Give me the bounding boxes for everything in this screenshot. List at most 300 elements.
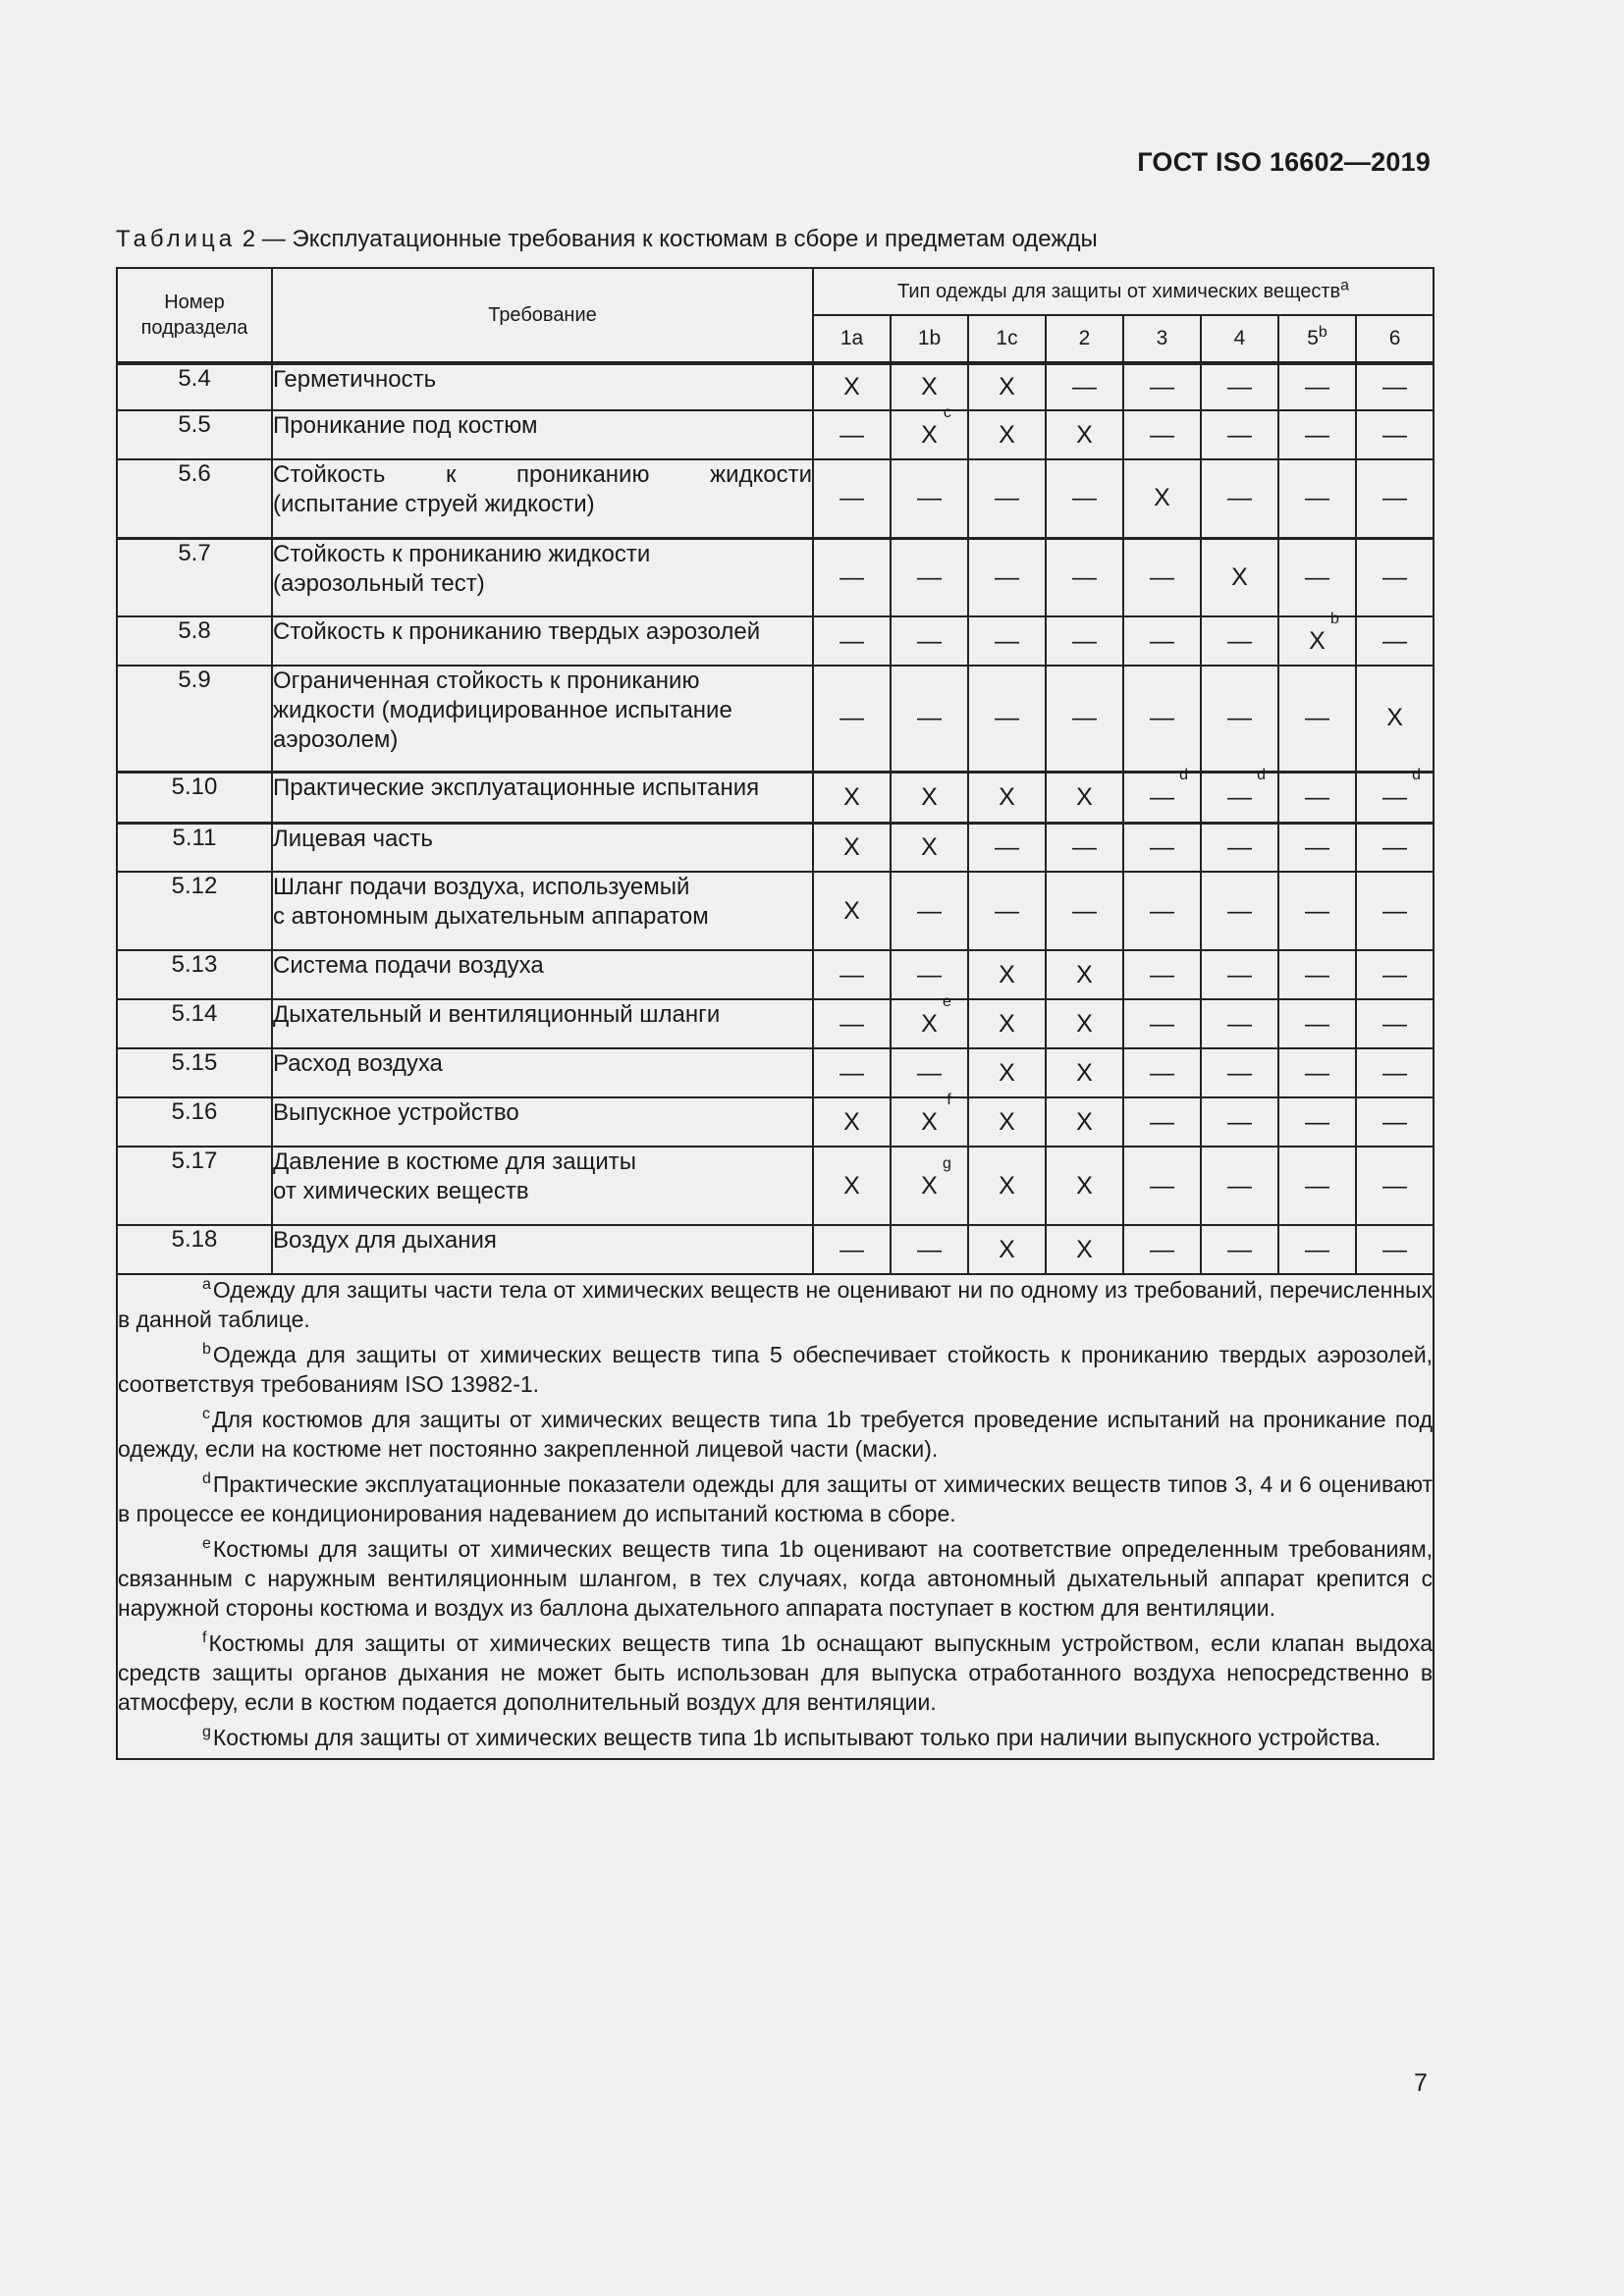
applicability-mark [839, 1059, 864, 1087]
applicability-cell [1046, 999, 1123, 1048]
applicability-cell [891, 1147, 968, 1225]
section-number: 5.4 [117, 363, 272, 410]
applicability-mark [1305, 897, 1329, 925]
applicability-cell [1123, 1225, 1201, 1274]
mark-value: — [917, 1235, 942, 1263]
applicability-mark [999, 373, 1015, 400]
applicability-mark [839, 704, 864, 731]
applicability-cell [1356, 823, 1434, 872]
mark-value: — [995, 704, 1019, 732]
mark-value: — [1227, 960, 1252, 988]
mark-value: — [1150, 1235, 1174, 1263]
mark-value: — [1150, 1107, 1174, 1136]
applicability-cell [813, 363, 891, 410]
applicability-cell [1278, 610, 1356, 666]
applicability-mark [1382, 1108, 1407, 1136]
applicability-mark [1382, 1236, 1407, 1263]
applicability-mark [1382, 897, 1407, 925]
header-type-3 [1046, 315, 1123, 363]
table-row [117, 872, 1434, 950]
mark-value: X [1231, 562, 1248, 591]
applicability-cell [1356, 459, 1434, 538]
mark-value: — [1305, 1171, 1329, 1200]
applicability-mark [1076, 1059, 1093, 1087]
requirement-text [272, 363, 813, 410]
applicability-mark [921, 833, 938, 861]
applicability-cell [1278, 1225, 1356, 1274]
page-number: 7 [1414, 2069, 1428, 2097]
applicability-cell [891, 459, 968, 538]
applicability-mark: — d [1382, 766, 1422, 811]
applicability-cell [1046, 1048, 1123, 1097]
applicability-cell [1278, 459, 1356, 538]
header-type-label: 4 [1233, 327, 1246, 349]
applicability-cell [891, 872, 968, 950]
applicability-cell [1046, 950, 1123, 999]
applicability-cell [1201, 1147, 1278, 1225]
table-row [117, 772, 1434, 823]
mark-value: — [1382, 1107, 1408, 1136]
applicability-mark [1150, 563, 1174, 591]
applicability-mark [995, 897, 1019, 925]
mark-value: X [1076, 1009, 1093, 1038]
applicability-cell [1356, 766, 1434, 823]
applicability-mark [995, 704, 1019, 731]
header-type-label: 1c [996, 327, 1018, 349]
requirement-line: Выпускное устройство [273, 1099, 519, 1126]
mark-value: — [1227, 704, 1252, 732]
applicability-mark [1382, 484, 1407, 511]
footnote-text: Костюмы для защиты от химических веществ типа 1b оценивают на соответствие определенным требованиям, связанным с наружным вентиляционным шлангом, в тех случаях, когда автономный дыхательный аппарат крепится с наружной стороны костюма и воздух из баллона дыхательного аппарата поступает в костюм для вентиляции. [118, 1536, 1434, 1621]
mark-value: X [1076, 782, 1093, 811]
applicability-cell [1046, 772, 1123, 823]
mark-value: — [1305, 782, 1329, 811]
applicability-mark [999, 961, 1015, 988]
applicability-cell [1046, 410, 1123, 459]
applicability-mark [1150, 961, 1174, 988]
applicability-cell [1356, 616, 1434, 666]
requirement-line: Лицевая часть [273, 825, 433, 852]
applicability-cell [1046, 459, 1123, 538]
mark-value: — [1305, 1107, 1329, 1136]
applicability-cell [1356, 666, 1434, 772]
mark-value: — [1150, 420, 1174, 449]
applicability-cell [1356, 538, 1434, 616]
applicability-cell [813, 823, 891, 872]
applicability-mark [1076, 1172, 1093, 1200]
mark-value: — [917, 896, 942, 925]
applicability-cell [891, 1091, 968, 1147]
footnote-text: Практические эксплуатационные показатели одежды для защиты от химических веществ типов 3, 4 и 6 оценивают в процессе ее кондиционирования надеванием до испытаний костюма в сборе. [118, 1471, 1434, 1526]
applicability-cell [1123, 410, 1201, 459]
header-type-2 [968, 315, 1046, 363]
header-type-1 [891, 315, 968, 363]
applicability-mark [1076, 783, 1093, 811]
mark-value: X [1309, 626, 1326, 655]
requirement-text [272, 538, 813, 616]
applicability-mark [917, 961, 942, 988]
applicability-mark [1227, 484, 1252, 511]
mark-value: — [917, 1058, 942, 1087]
mark-value: X [921, 1009, 938, 1038]
mark-value: X [1154, 484, 1170, 512]
applicability-mark [1382, 421, 1407, 449]
applicability-cell [891, 1225, 968, 1274]
applicability-cell [1356, 950, 1434, 999]
applicability-mark [843, 783, 860, 811]
applicability-mark: X g [921, 1154, 951, 1200]
applicability-cell [968, 538, 1046, 616]
section-number: 5.14 [117, 999, 272, 1048]
mark-value: X [843, 782, 860, 811]
requirement-line: аэрозолем) [273, 726, 399, 753]
mark-value: — [1072, 373, 1097, 400]
mark-value: — [1305, 1235, 1329, 1263]
applicability-mark [1150, 421, 1174, 449]
applicability-mark [1227, 1236, 1252, 1263]
mark-value: — [1227, 420, 1252, 449]
mark-value: — [839, 960, 864, 988]
mark-value: X [843, 1107, 860, 1136]
requirement-line: Стойкость к прониканию жидкости [273, 461, 812, 488]
footnote-g [118, 1723, 1433, 1752]
mark-value: — [839, 484, 864, 512]
applicability-mark [1382, 961, 1407, 988]
mark-value: X [1386, 704, 1403, 732]
applicability-mark [1305, 1236, 1329, 1263]
requirement-text [272, 1048, 813, 1097]
applicability-mark [1072, 484, 1097, 511]
requirement-line: Расход воздуха [273, 1050, 443, 1077]
header-clothing-types-label: Тип одежды для защиты от химических веществ [897, 280, 1341, 302]
applicability-cell [1278, 1097, 1356, 1147]
mark-value: — [1305, 1009, 1329, 1038]
footnote-a [118, 1275, 1433, 1334]
applicability-cell [1046, 1147, 1123, 1225]
requirement-line: с автономным дыхательным аппаратом [273, 903, 709, 930]
applicability-cell [1356, 1225, 1434, 1274]
header-type-4 [1123, 315, 1201, 363]
applicability-mark: X f [921, 1091, 951, 1136]
table-row [117, 410, 1434, 459]
mark-value: — [1305, 1058, 1329, 1087]
mark-value: — [1382, 1058, 1408, 1087]
applicability-cell [1046, 1097, 1123, 1147]
applicability-mark [1076, 1108, 1093, 1136]
table-row [117, 666, 1434, 772]
applicability-mark [999, 1236, 1015, 1263]
requirement-text [272, 823, 813, 872]
applicability-mark: X b [1309, 610, 1339, 655]
applicability-mark [843, 1172, 860, 1200]
mark-value: — [1150, 896, 1174, 925]
requirement-text [272, 616, 813, 666]
mark-value: X [843, 832, 860, 861]
applicability-cell [1356, 1147, 1434, 1225]
requirement-text [272, 666, 813, 772]
applicability-mark: X e [921, 992, 951, 1038]
applicability-mark [1382, 1010, 1407, 1038]
applicability-cell [1046, 823, 1123, 872]
applicability-cell [813, 1225, 891, 1274]
applicability-cell [1278, 823, 1356, 872]
applicability-cell [1201, 410, 1278, 459]
requirement-text [272, 872, 813, 950]
mark-value: — [1382, 373, 1408, 400]
applicability-mark [1382, 1172, 1407, 1200]
applicability-cell [1356, 1097, 1434, 1147]
applicability-mark [843, 897, 860, 925]
table-caption [116, 226, 1098, 253]
applicability-cell [1201, 363, 1278, 410]
mark-value: X [1076, 1171, 1093, 1200]
applicability-mark [1227, 833, 1252, 861]
applicability-mark [1227, 704, 1252, 731]
applicability-mark [843, 1108, 860, 1136]
table-row [117, 1097, 1434, 1147]
mark-value: — [1382, 420, 1408, 449]
notes-row [117, 1274, 1434, 1759]
applicability-cell [1123, 459, 1201, 538]
table-row [117, 999, 1434, 1048]
mark-value: — [1150, 1009, 1174, 1038]
mark-value: X [999, 373, 1015, 400]
applicability-cell [813, 459, 891, 538]
applicability-mark [1072, 833, 1097, 861]
applicability-cell [891, 992, 968, 1048]
mark-value: — [1227, 626, 1252, 655]
applicability-mark [1154, 484, 1170, 511]
mark-value: X [921, 1107, 938, 1136]
mark-value: — [1150, 1171, 1174, 1200]
mark-value: — [1305, 896, 1329, 925]
applicability-mark [1150, 833, 1174, 861]
footnote-c [118, 1405, 1433, 1464]
requirement-text [272, 459, 813, 538]
applicability-mark [1150, 897, 1174, 925]
mark-value: — [995, 484, 1019, 512]
applicability-cell [968, 1225, 1046, 1274]
mark-value: — [1382, 960, 1408, 988]
mark-value: X [843, 373, 860, 400]
mark-value: X [1076, 960, 1093, 988]
applicability-mark [1305, 961, 1329, 988]
applicability-cell [1201, 538, 1278, 616]
mark-value: — [1227, 1009, 1252, 1038]
applicability-mark [839, 1236, 864, 1263]
footnote-f [118, 1629, 1433, 1717]
applicability-mark [1382, 563, 1407, 591]
mark-value: — [917, 626, 942, 655]
footnote-d [118, 1469, 1433, 1528]
mark-value: — [995, 896, 1019, 925]
applicability-cell [1201, 823, 1278, 872]
requirement-line: Стойкость к прониканию твердых аэрозолей [273, 618, 761, 645]
header-type-0 [813, 315, 891, 363]
applicability-mark [1227, 1010, 1252, 1038]
applicability-cell [968, 1147, 1046, 1225]
header-type-label: 5 [1307, 327, 1319, 349]
header-type-label: 1a [839, 327, 864, 349]
requirement-line: Воздух для дыхания [273, 1227, 497, 1254]
applicability-mark [1305, 373, 1329, 400]
mark-value: — [839, 1058, 864, 1087]
caption-label: Таблица [116, 226, 237, 252]
applicability-mark [839, 627, 864, 655]
applicability-mark [1227, 1108, 1252, 1136]
applicability-mark [839, 563, 864, 591]
section-number: 5.7 [117, 538, 272, 616]
mark-value: — [1382, 1009, 1408, 1038]
caption-number: 2 [242, 226, 256, 252]
requirement-line: Практические эксплуатационные испытания [273, 774, 760, 801]
applicability-mark [917, 1059, 942, 1087]
applicability-mark [1072, 373, 1097, 400]
mark-value: — [1382, 896, 1408, 925]
applicability-mark [1150, 1108, 1174, 1136]
applicability-cell [813, 1097, 891, 1147]
footnote-e [118, 1534, 1433, 1623]
mark-value: — [1150, 562, 1174, 591]
table-row [117, 950, 1434, 999]
section-number: 5.18 [117, 1225, 272, 1274]
mark-value: — [1227, 1235, 1252, 1263]
applicability-mark [839, 484, 864, 511]
requirement-line: жидкости (модифицированное испытание [273, 697, 732, 723]
table-row [117, 363, 1434, 410]
mark-value: X [843, 1171, 860, 1200]
mark-value: X [999, 960, 1015, 988]
mark-value: — [917, 484, 942, 512]
applicability-cell [891, 538, 968, 616]
header-type-label: 1b [917, 327, 942, 349]
applicability-cell [968, 363, 1046, 410]
applicability-cell [1201, 459, 1278, 538]
footnote-mark: g [202, 1724, 211, 1741]
applicability-mark [921, 373, 938, 400]
applicability-mark [1150, 1172, 1174, 1200]
applicability-cell [813, 666, 891, 772]
applicability-cell [891, 616, 968, 666]
applicability-cell [968, 616, 1046, 666]
applicability-cell [813, 999, 891, 1048]
applicability-mark [1386, 704, 1403, 731]
applicability-cell [1123, 538, 1201, 616]
applicability-cell [891, 823, 968, 872]
table-row [117, 1048, 1434, 1097]
applicability-mark [1150, 373, 1174, 400]
applicability-mark [1231, 563, 1248, 591]
mark-value: — [1072, 562, 1097, 591]
applicability-cell [1201, 1225, 1278, 1274]
mark-value: — [1382, 484, 1408, 512]
applicability-cell [1201, 950, 1278, 999]
table-row [117, 459, 1434, 538]
applicability-cell [1356, 999, 1434, 1048]
section-number: 5.11 [117, 823, 272, 872]
section-number: 5.13 [117, 950, 272, 999]
applicability-mark [1150, 627, 1174, 655]
mark-value: — [1305, 960, 1329, 988]
mark-value: — [1150, 373, 1174, 400]
mark-value: X [999, 782, 1015, 811]
applicability-mark [1150, 1236, 1174, 1263]
applicability-mark [1072, 704, 1097, 731]
table-footnotes [117, 1274, 1434, 1759]
applicability-cell [1278, 666, 1356, 772]
applicability-cell [968, 872, 1046, 950]
applicability-cell [1123, 666, 1201, 772]
mark-value: X [843, 896, 860, 925]
section-number: 5.17 [117, 1147, 272, 1225]
mark-value: — [1072, 832, 1097, 861]
footnote-b [118, 1340, 1433, 1399]
applicability-cell [1201, 766, 1278, 823]
section-number: 5.5 [117, 410, 272, 459]
applicability-mark [1305, 833, 1329, 861]
mark-value: — [1305, 420, 1329, 449]
applicability-cell [1278, 363, 1356, 410]
applicability-cell [891, 950, 968, 999]
applicability-mark [999, 1010, 1015, 1038]
applicability-cell [891, 363, 968, 410]
mark-value: — [839, 626, 864, 655]
header-requirement: Требование [272, 268, 813, 363]
mark-value: — [1150, 832, 1174, 861]
mark-value: — [839, 420, 864, 449]
mark-value: X [921, 420, 938, 449]
applicability-cell [968, 823, 1046, 872]
header-clothing-types-note: a [1340, 276, 1350, 294]
applicability-cell [1046, 616, 1123, 666]
applicability-cell [1278, 872, 1356, 950]
mark-value: — [1305, 484, 1329, 512]
document-code: ГОСТ ISO 16602—2019 [1137, 147, 1431, 177]
mark-value: X [1076, 1107, 1093, 1136]
applicability-cell [1278, 1147, 1356, 1225]
applicability-mark [1305, 704, 1329, 731]
mark-value: X [1076, 1235, 1093, 1263]
requirement-line: Герметичность [273, 366, 437, 393]
applicability-cell [1046, 1225, 1123, 1274]
section-number: 5.12 [117, 872, 272, 950]
applicability-cell [1123, 1147, 1201, 1225]
requirement-line: Стойкость к прониканию жидкости [273, 540, 651, 567]
applicability-cell [1356, 363, 1434, 410]
applicability-mark [917, 627, 942, 655]
mark-value: — [839, 704, 864, 732]
applicability-mark [1305, 563, 1329, 591]
applicability-cell [968, 950, 1046, 999]
applicability-mark [1227, 897, 1252, 925]
mark-value: — [917, 704, 942, 732]
applicability-cell [1123, 1048, 1201, 1097]
applicability-mark [1227, 1172, 1252, 1200]
applicability-mark [843, 373, 860, 400]
requirement-text [272, 950, 813, 999]
mark-value: X [999, 1235, 1015, 1263]
applicability-cell [813, 872, 891, 950]
header-type-5 [1201, 315, 1278, 363]
header-type-label: 2 [1078, 327, 1091, 349]
applicability-mark [917, 563, 942, 591]
requirement-line: Ограниченная стойкость к прониканию [273, 667, 700, 694]
section-number: 5.6 [117, 459, 272, 538]
applicability-mark [917, 484, 942, 511]
header-type-7 [1356, 315, 1434, 363]
requirement-line: Проникание под костюм [273, 412, 538, 439]
applicability-mark [1076, 421, 1093, 449]
